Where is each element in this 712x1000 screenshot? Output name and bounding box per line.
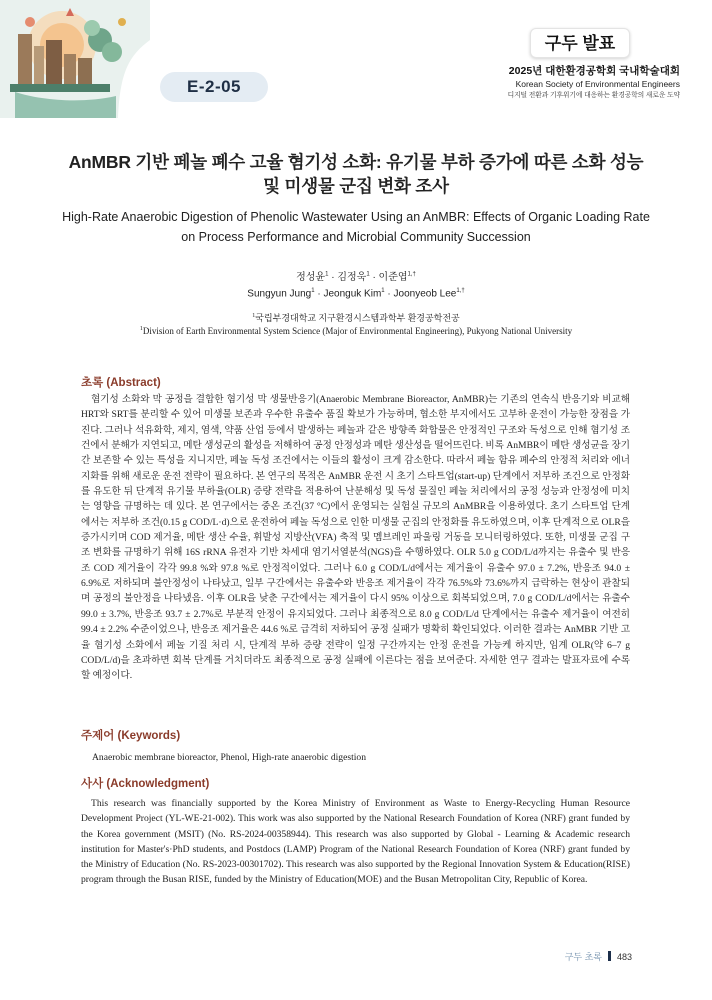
affiliation-korean bbox=[0, 311, 712, 324]
acknowledgment-body bbox=[81, 796, 630, 888]
title-english: High-Rate Anaerobic Digestion of Phenolic Wastewater Using an AnMBR: Effects of Organic Loading Rate on Process Performance and Microbial Community Succession bbox=[62, 210, 650, 244]
acknowledgment-heading: 사사 (Acknowledgment) bbox=[81, 778, 210, 790]
footer-separator bbox=[608, 951, 611, 961]
authors-korean: 정성윤$^1$ · 김정욱$^1$ · 이준엽$^{1,\dagger}$ bbox=[296, 271, 416, 283]
author-name: 김정욱 bbox=[337, 272, 367, 283]
affiliation-sup: 1 bbox=[252, 313, 256, 319]
page-footer bbox=[565, 950, 632, 963]
header bbox=[0, 0, 712, 120]
society-name: Korean Society of Environmental Engineers bbox=[515, 79, 680, 89]
conference-slogan: 디지털 전환과 기후위기에 대응하는 환경공학의 새로운 도약 bbox=[507, 92, 680, 99]
author-sup: 1 bbox=[366, 271, 370, 278]
keywords-text: Anaerobic membrane bioreactor, Phenol, High-rate anaerobic digestion bbox=[92, 752, 366, 763]
session-badge: 구두 발표 bbox=[530, 28, 630, 58]
author-sup: 1 bbox=[325, 271, 329, 278]
conference-title: 2025년 대한환경공학회 국내학술대회 bbox=[508, 65, 680, 77]
conference-info bbox=[508, 64, 680, 101]
abstract-text: 혐기성 소화와 막 공정을 결합한 혐기성 막 생물반응기(Anaerobic Membrane Bioreactor, AnMBR)는 기존의 연속식 반응기와 비교해 HRT와 SRT를 분리할 수 있어 미생물 보존과 우수한 유출수 품질 확보가 가능하며, 협소한 부지에서도 고부하 운전이 가능한 장점을 가진다. 그러나 석유화학, 제지, 염색, 약품 산업 등에서 발생하는 페놀과 같은 방향족 화합물은 안정적인 구조와 독성으로 인해 혐기성 조건에서 분해가 지연되고, 메탄 생성균의 활성을 저해하여 공정 안정성과 메탄 생산성을 떨어뜨린다. 비록 AnMBR이 메탄 생성균을 장기간 보존할 수 있는 특성을 지니지만, 페놀 독성 조건에서는 이들의 활성이 크게 감소한다. 따라서 페놀 함유 폐수의 안정적 처리와 에너지화를 위해 새로운 운전 전략이 필요하다. 본 연구의 목적은 AnMBR 운전 시 초기 스타트업(start-up) 단계에서 저부하 조건으로 안정화를 유도한 뒤 단계적 유기물 부하율(OLR) 증량 전략을 적용하여 난분해성 및 독성 물질인 페놀 처리에서의 공정 성능과 안정성에 미치는 영향을 규명하는 데 있다. 본 연구에서는 중온 조건(37 °C)에서 운영되는 실험실 규모의 AnMBR을 이용하였다. 초기 스타트업 단계에서는 저부하 조건(0.15 g COD/L·d)으로 운전하여 페놀 독성으로 인한 미생물 군집의 안정화를 유도하였으며, 이후 단계적으로 OLR을 증가시키며 COD 제거율, 메탄 생산 수율, 휘발성 지방산(VFA) 축적 및 멤브레인 파울링 거동을 모니터링하였다. 또한, 미생물 군집 구조 변화를 규명하기 위해 16S rRNA 유전자 기반 차세대 염기서열분석(NGS)을 수행하였다. OLR 5.0 g COD/L/d까지는 유출수 및 반응조 COD 제거율이 각각 99.8 %와 97.8 %로 안정적이었다. 그러나 6.0 g COD/L/d에서는 제거율이 유출수 97.0 ± 7.2%, 반응조 94.0 ± 6.9%로 저하되며 불안정성이 나타났고, 일부 구간에서는 유출수와 반응조 제거율이 각각 76.5%와 73.6%까지 급락하는 현상이 관찰되며 공정의 불안정을 나타냈음. 이후 OLR을 낮춘 구간에서는 제거율이 다시 95% 이상으로 회복되었으며, 7.0 g COD/L/d에서는 유출수 99.0 ± 3.7%, 반응조 93.7 ± 2.7%로 부분적 안정이 유지되었다. 그러나 최종적으로 8.0 g COD/L/d 단계에서는 유출수 제거율이 여전히 99.4 ± 2.2% 수준이었으나, 반응조 제거율은 44.6 %로 급격히 저하되어 공정 실패가 명확히 확인되었다. 이러한 결과는 AnMBR 기반 고율 혐기성 소화에서 페놀 기질 처리 시, 단계적 부하 증량 전략이 일정 구간까지는 안정 운전을 가능케 하지만, 임계 OLR(약 6–7 g COD/L/d)을 초과하면 회복 단계를 거치더라도 최종적으로 공정 실패에 이른다는 점을 보여준다. 자세한 연구 결과는 발표자료에 수록할 예정이다. bbox=[81, 394, 630, 682]
conference-illustration-icon bbox=[0, 0, 150, 118]
abstract-heading: 초록 (Abstract) bbox=[81, 377, 161, 389]
keywords-heading: 주제어 (Keywords) bbox=[81, 730, 181, 742]
page-number: 483 bbox=[616, 952, 632, 962]
acknowledgment-text: This research was financially supported by the Korea Ministry of Environment as Waste to Energy-Recycling Human Resource Development Project (YL-WE-21-002). This work was also supported by the National Research Foundation of Korea (NRF) grant funded by the Korea government (MSIT) (No. RS-2024-00358944). This research was also supported by Global - Learning & Academic research institution for Master's·PhD students, and Postdocs (LAMP) Program of the National Research Foundation of Korea (NRF) grant funded by the Ministry of Education (No. RS-2023-00301702). This research was also supported by the Regional Innovation System & Education(RISE) program through the Busan RISE, funded by the Ministry of Education(MOE) and the Busan Metropolitan City, Republic of Korea. bbox=[81, 798, 630, 886]
affiliation-english bbox=[0, 326, 712, 336]
affiliation-text: Division of Earth Environmental System Science (Major of Environmental Engineering), Pukyong National University bbox=[142, 326, 573, 336]
author-name: 정성윤 bbox=[296, 272, 326, 283]
author-sup: 1,† bbox=[407, 271, 416, 278]
affiliation-text: 국립부경대학교 지구환경시스템과학부 환경공학전공 bbox=[255, 313, 460, 323]
affiliation-sup: 1 bbox=[139, 326, 143, 332]
author-sup: 1 bbox=[381, 288, 385, 294]
author-name: Joonyeob Lee bbox=[393, 288, 457, 300]
authors-english: Sungyun Jung$^1$ · Jeonguk Kim$^1$ · Joonyeob Lee$^{1,\dagger}$ bbox=[247, 288, 465, 300]
author-name: 이준엽 bbox=[378, 272, 408, 283]
abstract-body bbox=[81, 392, 630, 684]
title-korean: AnMBR 기반 페놀 폐수 고율 혐기성 소화: 유기물 부하 증가에 따른 소화 성능 및 미생물 군집 변화 조사 bbox=[68, 152, 644, 196]
footer-label: 구두 초록 bbox=[564, 952, 602, 962]
author-sup: 1,† bbox=[456, 288, 465, 294]
paper-code: E-2-05 bbox=[160, 72, 268, 102]
author-sup: 1 bbox=[311, 288, 315, 294]
author-name: Jeonguk Kim bbox=[323, 288, 382, 300]
author-name: Sungyun Jung bbox=[247, 288, 312, 300]
